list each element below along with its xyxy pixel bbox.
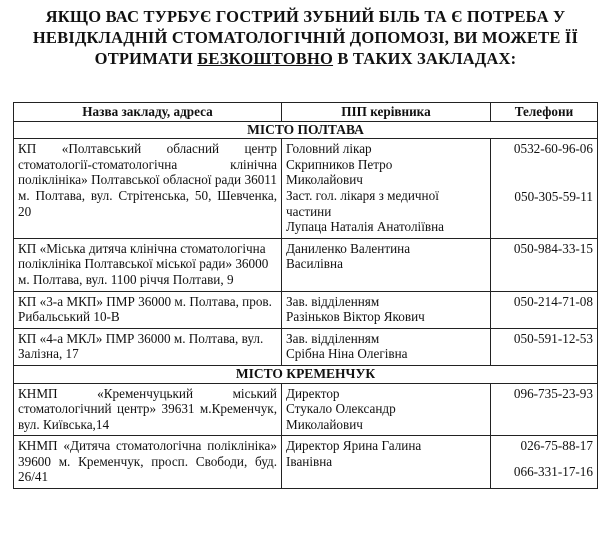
phone-number: 066-331-17-16: [513, 463, 593, 479]
city-name: МІСТО КРЕМЕНЧУК: [14, 365, 598, 383]
city-row-kremenchuk: [14, 365, 598, 383]
head-line: Миколайович: [286, 416, 363, 432]
column-header-name: Назва закладу, адреса: [14, 103, 282, 122]
clinic-head: [282, 328, 491, 365]
clinic-head: [282, 291, 491, 328]
clinic-phones: [491, 238, 598, 291]
table-row: [14, 139, 598, 239]
clinic-phones: [491, 328, 598, 365]
phone-number: 026-75-88-17: [520, 438, 593, 454]
city-name: МІСТО ПОЛТАВА: [14, 121, 598, 139]
table-row: [14, 383, 598, 436]
phone-number: 096-735-23-93: [513, 385, 593, 401]
phone-number: 050-591-12-53: [513, 330, 593, 346]
head-line: Разіньков Віктор Якович: [286, 309, 425, 325]
table-row: [14, 436, 598, 489]
clinic-name-address: КП «3-а МКП» ПМР 36000 м. Полтава, пров. Рибальський 10-В: [14, 291, 282, 328]
clinic-head: [282, 383, 491, 436]
head-line: Даниленко Валентина: [286, 240, 411, 256]
column-header-phones: Телефони: [491, 103, 598, 122]
clinic-name-address: КП «Полтавський обласний центр стоматології-стоматологічна клінічна поліклініка» Полтавської обласної ради 36011 м. Полтава, вул. Стрітенська, 50, Шевченка, 20: [14, 139, 282, 239]
head-line: Головний лікар: [286, 141, 372, 157]
clinic-name-address: КНМП «Дитяча стоматологічна поліклініка» 39600 м. Кременчук, просп. Свободи, буд. 26/41: [14, 436, 282, 489]
heading-free-emphasis: БЕЗКОШТОВНО: [197, 49, 334, 68]
head-line: Миколайович: [286, 172, 363, 188]
head-line: Заст. гол. лікаря з медичної: [286, 187, 439, 203]
heading-line-3-end: В ТАКИХ ЗАКЛАДАХ:: [333, 49, 517, 68]
head-line: Іванівна: [286, 453, 333, 469]
clinics-table: [13, 102, 598, 489]
heading-line-1: ЯКЩО ВАС ТУРБУЄ ГОСТРИЙ ЗУБНИЙ БІЛЬ ТА Є ПОТРЕБА У: [45, 7, 566, 26]
notice-heading: [10, 6, 601, 69]
head-line: Срібна Ніна Олегівна: [286, 346, 408, 362]
head-line: Лупаца Наталія Анатоліївна: [286, 219, 445, 235]
clinic-name-address: КП «Міська дитяча клінічна стоматологічна поліклініка Полтавської міської ради» 36000 м. Полтава, вул. 1100 річчя Полтави, 9: [14, 238, 282, 291]
table-row: [14, 238, 598, 291]
head-line: Стукало Олександр: [286, 401, 396, 417]
table-row: [14, 328, 598, 365]
clinic-name-address: КП «4-а МКЛ» ПМР 36000 м. Полтава, вул. Залізна, 17: [14, 328, 282, 365]
city-row-poltava: [14, 121, 598, 139]
clinic-phones: [491, 436, 598, 489]
heading-line-3-start: ОТРИМАТИ: [94, 49, 198, 68]
phone-number: 0532-60-96-06: [513, 141, 593, 157]
head-line: Директор: [286, 385, 340, 401]
clinic-head: [282, 436, 491, 489]
phone-number: 050-984-33-15: [513, 240, 593, 256]
column-header-head: ПІП керівника: [282, 103, 491, 122]
clinic-head: [282, 139, 491, 239]
table-header-row: [14, 103, 598, 122]
head-line: Скрипников Петро: [286, 156, 393, 172]
head-line: частини: [286, 203, 332, 219]
table-row: [14, 291, 598, 328]
heading-line-2: НЕВІДКЛАДНІЙ СТОМАТОЛОГІЧНІЙ ДОПОМОЗІ, ВИ МОЖЕТЕ ЇЇ: [32, 28, 579, 47]
head-line: Зав. відділенням: [286, 293, 380, 309]
head-line: Зав. відділенням: [286, 330, 380, 346]
clinic-name-address: КНМП «Кременчуцький міський стоматологічний центр» 39631 м.Кременчук, вул. Київська,14: [14, 383, 282, 436]
head-line: Директор Ярина Галина: [286, 438, 422, 454]
clinic-phones: [491, 139, 598, 239]
clinic-phones: [491, 383, 598, 436]
phone-number: 050-214-71-08: [513, 293, 593, 309]
head-line: Василівна: [286, 256, 343, 272]
heading-line-3: [10, 48, 601, 69]
clinic-head: [282, 238, 491, 291]
clinic-phones: [491, 291, 598, 328]
phone-number: 050-305-59-11: [514, 188, 593, 204]
